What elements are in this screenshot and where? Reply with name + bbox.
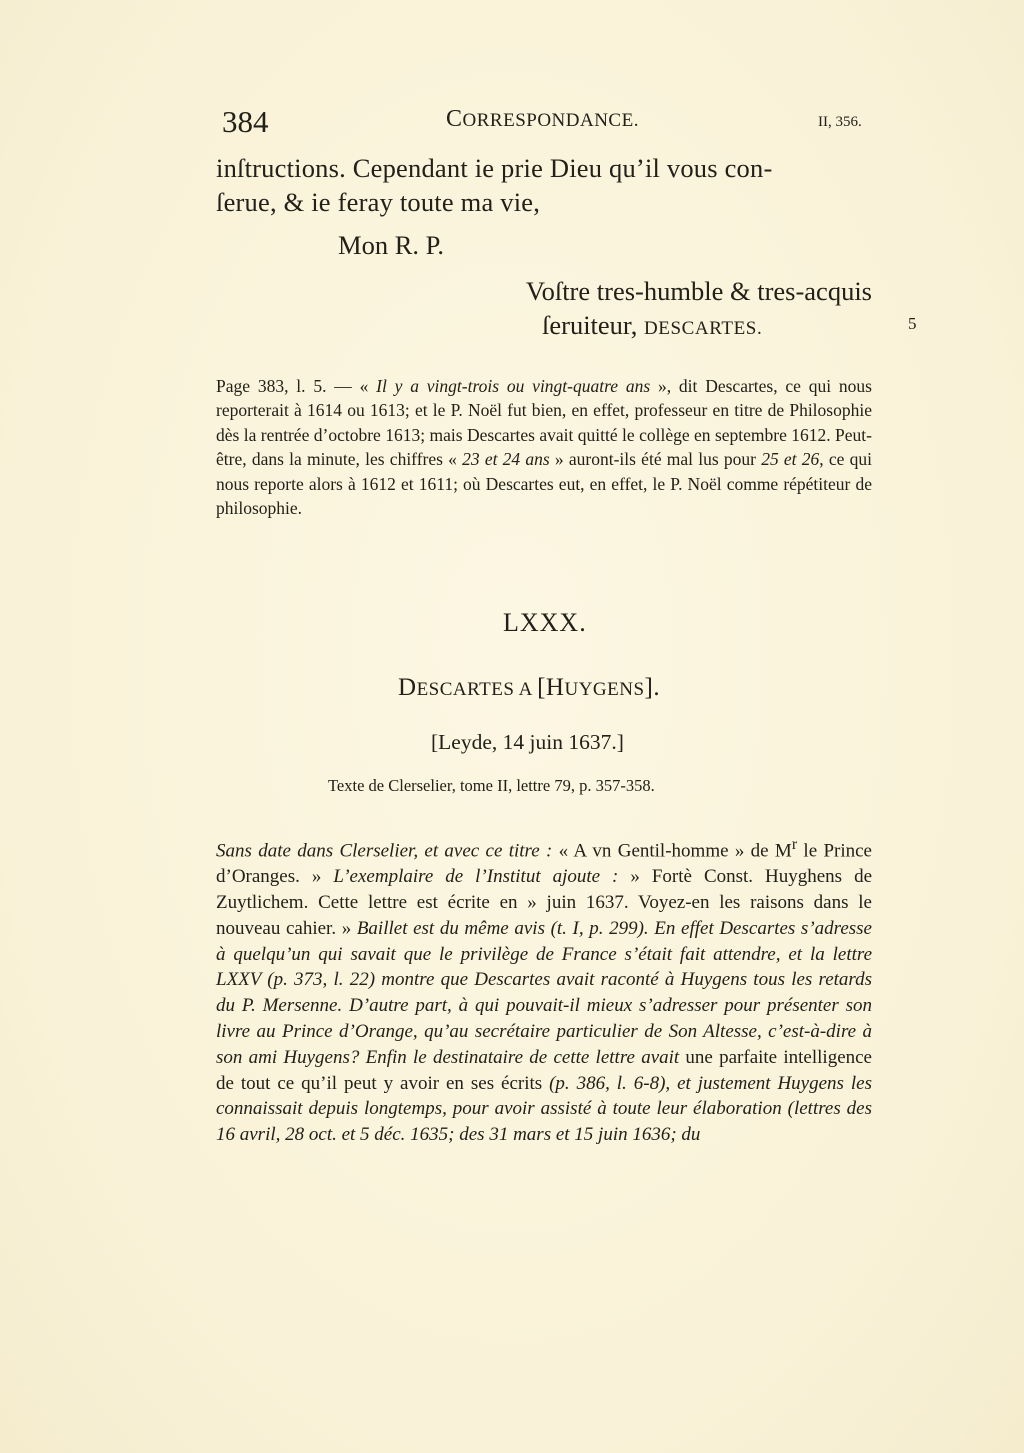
line-number-marker: 5 xyxy=(908,314,917,333)
letter-title: DESCARTES A [HUYGENS]. xyxy=(398,674,661,701)
letter-text-line: ſerue, & ie feray toute ma vie, xyxy=(216,187,541,217)
running-title: CORRESPONDANCE. xyxy=(446,106,639,132)
letter-text-line: inſtructions. Cependant ie prie Dieu qu’il vous con- xyxy=(216,153,773,183)
signature: DESCARTES. xyxy=(643,318,763,339)
editorial-note: Page 383, l. 5. — « Il y a vingt-trois ou vingt-quatre ans », dit Descartes, ce qui nous reporterait à 1614 ou 1613; et le P. Noël fut bien, en effet, professeur en titre de Philosophie dès la rentrée d’octobre 1613; mais Descartes avait quitté le collège en septembre 1612. Peut-être, dans la minute, les chiffres « 23 et 24 ans » auront-ils été mal lus pour 25 et 26, ce qui nous reporte alors à 1612 et 1611; où Descartes eut, en effet, le P. Noël comme répétiteur de philosophie. xyxy=(216,376,872,519)
page-number: 384 xyxy=(222,104,269,139)
closing-formula: Voſtre tres-humble & tres-acquis xyxy=(525,276,872,306)
salutation: Mon R. P. xyxy=(338,230,445,260)
commentary-paragraph: Sans date dans Clerselier, et avec ce titre : « A vn Gentil-homme » de $M^r$ le Prince d’Oranges. » L’exemplaire de l’Institut ajoute : » Fortè Const. Huyghens de Zuytlichem. Cette lettre est écrite en » juin 1637. Voyez-en les raisons dans le nouveau cahier. » Baillet est du même avis (t. I, p. 299). En effet Descartes s’adresse à quelqu’un qui savait que le privilège de France s’était fait attendre, et la lettre LXXV (p. 373, l. 22) montre que Descartes avait raconté à Huygens tous les retards du P. Mersenne. D’autre part, à qui pouvait-il mieux s’adresser pour présenter son livre au Prince d’Orange, qu’au secrétaire particulier de Son Altesse, c’est-à-dire à son ami Huygens? Enfin le destinataire de cette lettre avait une parfaite intelligence de tout ce qu’il peut y avoir en ses écrits (p. 386, l. 6-8), et justement Huygens les connaissait depuis longtemps, pour avoir assisté à toute leur élaboration (lettres des 16 avril, 28 oct. et 5 déc. 1635; des 31 mars et 15 juin 1636; du xyxy=(216,836,872,1146)
volume-reference: II, 356. xyxy=(818,114,862,130)
letter-number: LXXX. xyxy=(503,608,587,637)
signature-line: ſeruiteur, DESCARTES. xyxy=(542,310,763,340)
source-reference: Texte de Clerselier, tome II, lettre 79, p. 357-358. xyxy=(328,776,655,795)
letter-date: [Leyde, 14 juin 1637.] xyxy=(431,730,624,754)
